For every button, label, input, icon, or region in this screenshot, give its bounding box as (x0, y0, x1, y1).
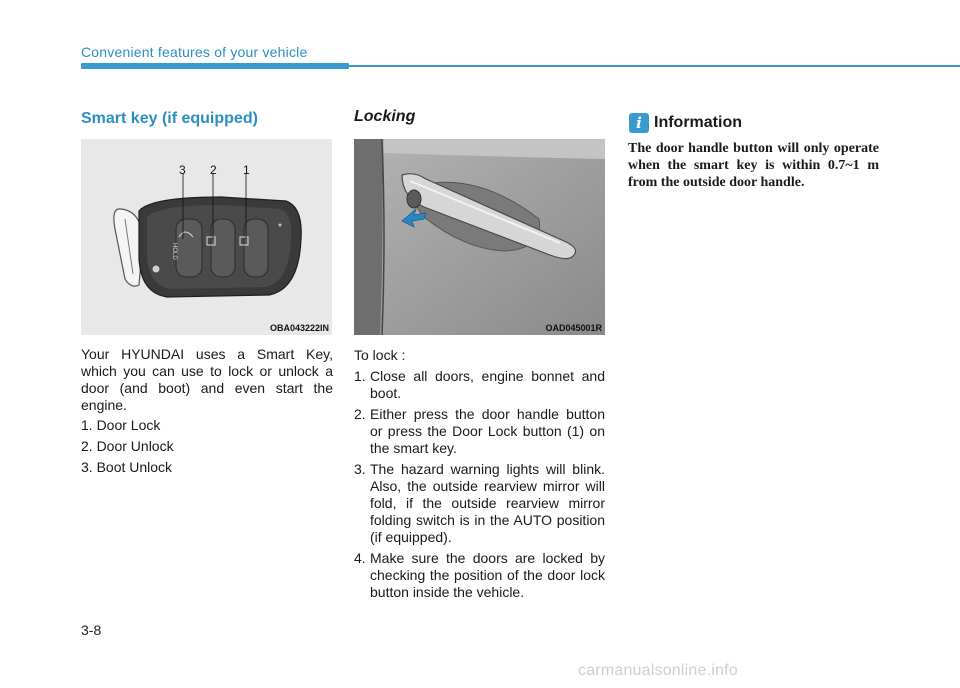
figure-code: OBA043222IN (269, 323, 329, 333)
section-header: Convenient features of your vehicle (81, 44, 308, 60)
list-item (354, 461, 605, 546)
smart-key-illustration (81, 139, 332, 335)
step-text: Make sure the doors are locked by checking the position of the door lock button inside the vehicle. (370, 550, 605, 600)
key-label-3: 3 (179, 163, 186, 177)
info-icon: i (629, 113, 649, 133)
figure-code: OAD045001R (545, 323, 602, 333)
locking-steps (354, 364, 605, 601)
step-number: 3. (354, 461, 366, 477)
locking-intro: To lock : (354, 347, 406, 363)
key-label-2: 2 (210, 163, 217, 177)
step-number: 1. (354, 368, 366, 384)
smart-key-figure (81, 139, 332, 335)
list-item (354, 368, 605, 402)
list-item: 1. Door Lock (81, 417, 161, 433)
step-number: 4. (354, 550, 366, 566)
watermark: carmanualsonline.info (578, 662, 738, 679)
step-text: Either press the door handle button or press the Door Lock button (1) on the smart key. (370, 406, 605, 456)
list-item (354, 550, 605, 601)
step-text: Close all doors, engine bonnet and boot. (370, 368, 605, 401)
info-text: The door handle button will only operate when the smart key is within 0.7~1 m from the outside door handle. (628, 141, 879, 190)
key-label-1: 1 (243, 163, 250, 177)
locking-heading: Locking (354, 108, 416, 125)
door-handle-figure (354, 139, 605, 335)
door-handle-illustration (354, 139, 605, 335)
key-button-list (81, 415, 174, 478)
hold-label: HOLD (171, 243, 177, 260)
list-item: 2. Door Unlock (81, 438, 174, 454)
info-title: Information (654, 114, 742, 131)
page-number: 3-8 (81, 622, 102, 638)
step-text: The hazard warning lights will blink. Also, the outside rearview mirror will fold, if the outside rearview mirror folding switch is in the AUTO position (if equipped). (370, 461, 605, 545)
smart-key-heading: Smart key (if equipped) (81, 110, 258, 127)
header-accent-bar (81, 63, 349, 69)
step-number: 2. (354, 406, 366, 422)
list-item (354, 406, 605, 457)
smart-key-intro: Your HYUNDAI uses a Smart Key, which you can use to lock or unlock a door (and boot) and even start the engine. (81, 346, 333, 413)
list-item: 3. Boot Unlock (81, 459, 173, 475)
